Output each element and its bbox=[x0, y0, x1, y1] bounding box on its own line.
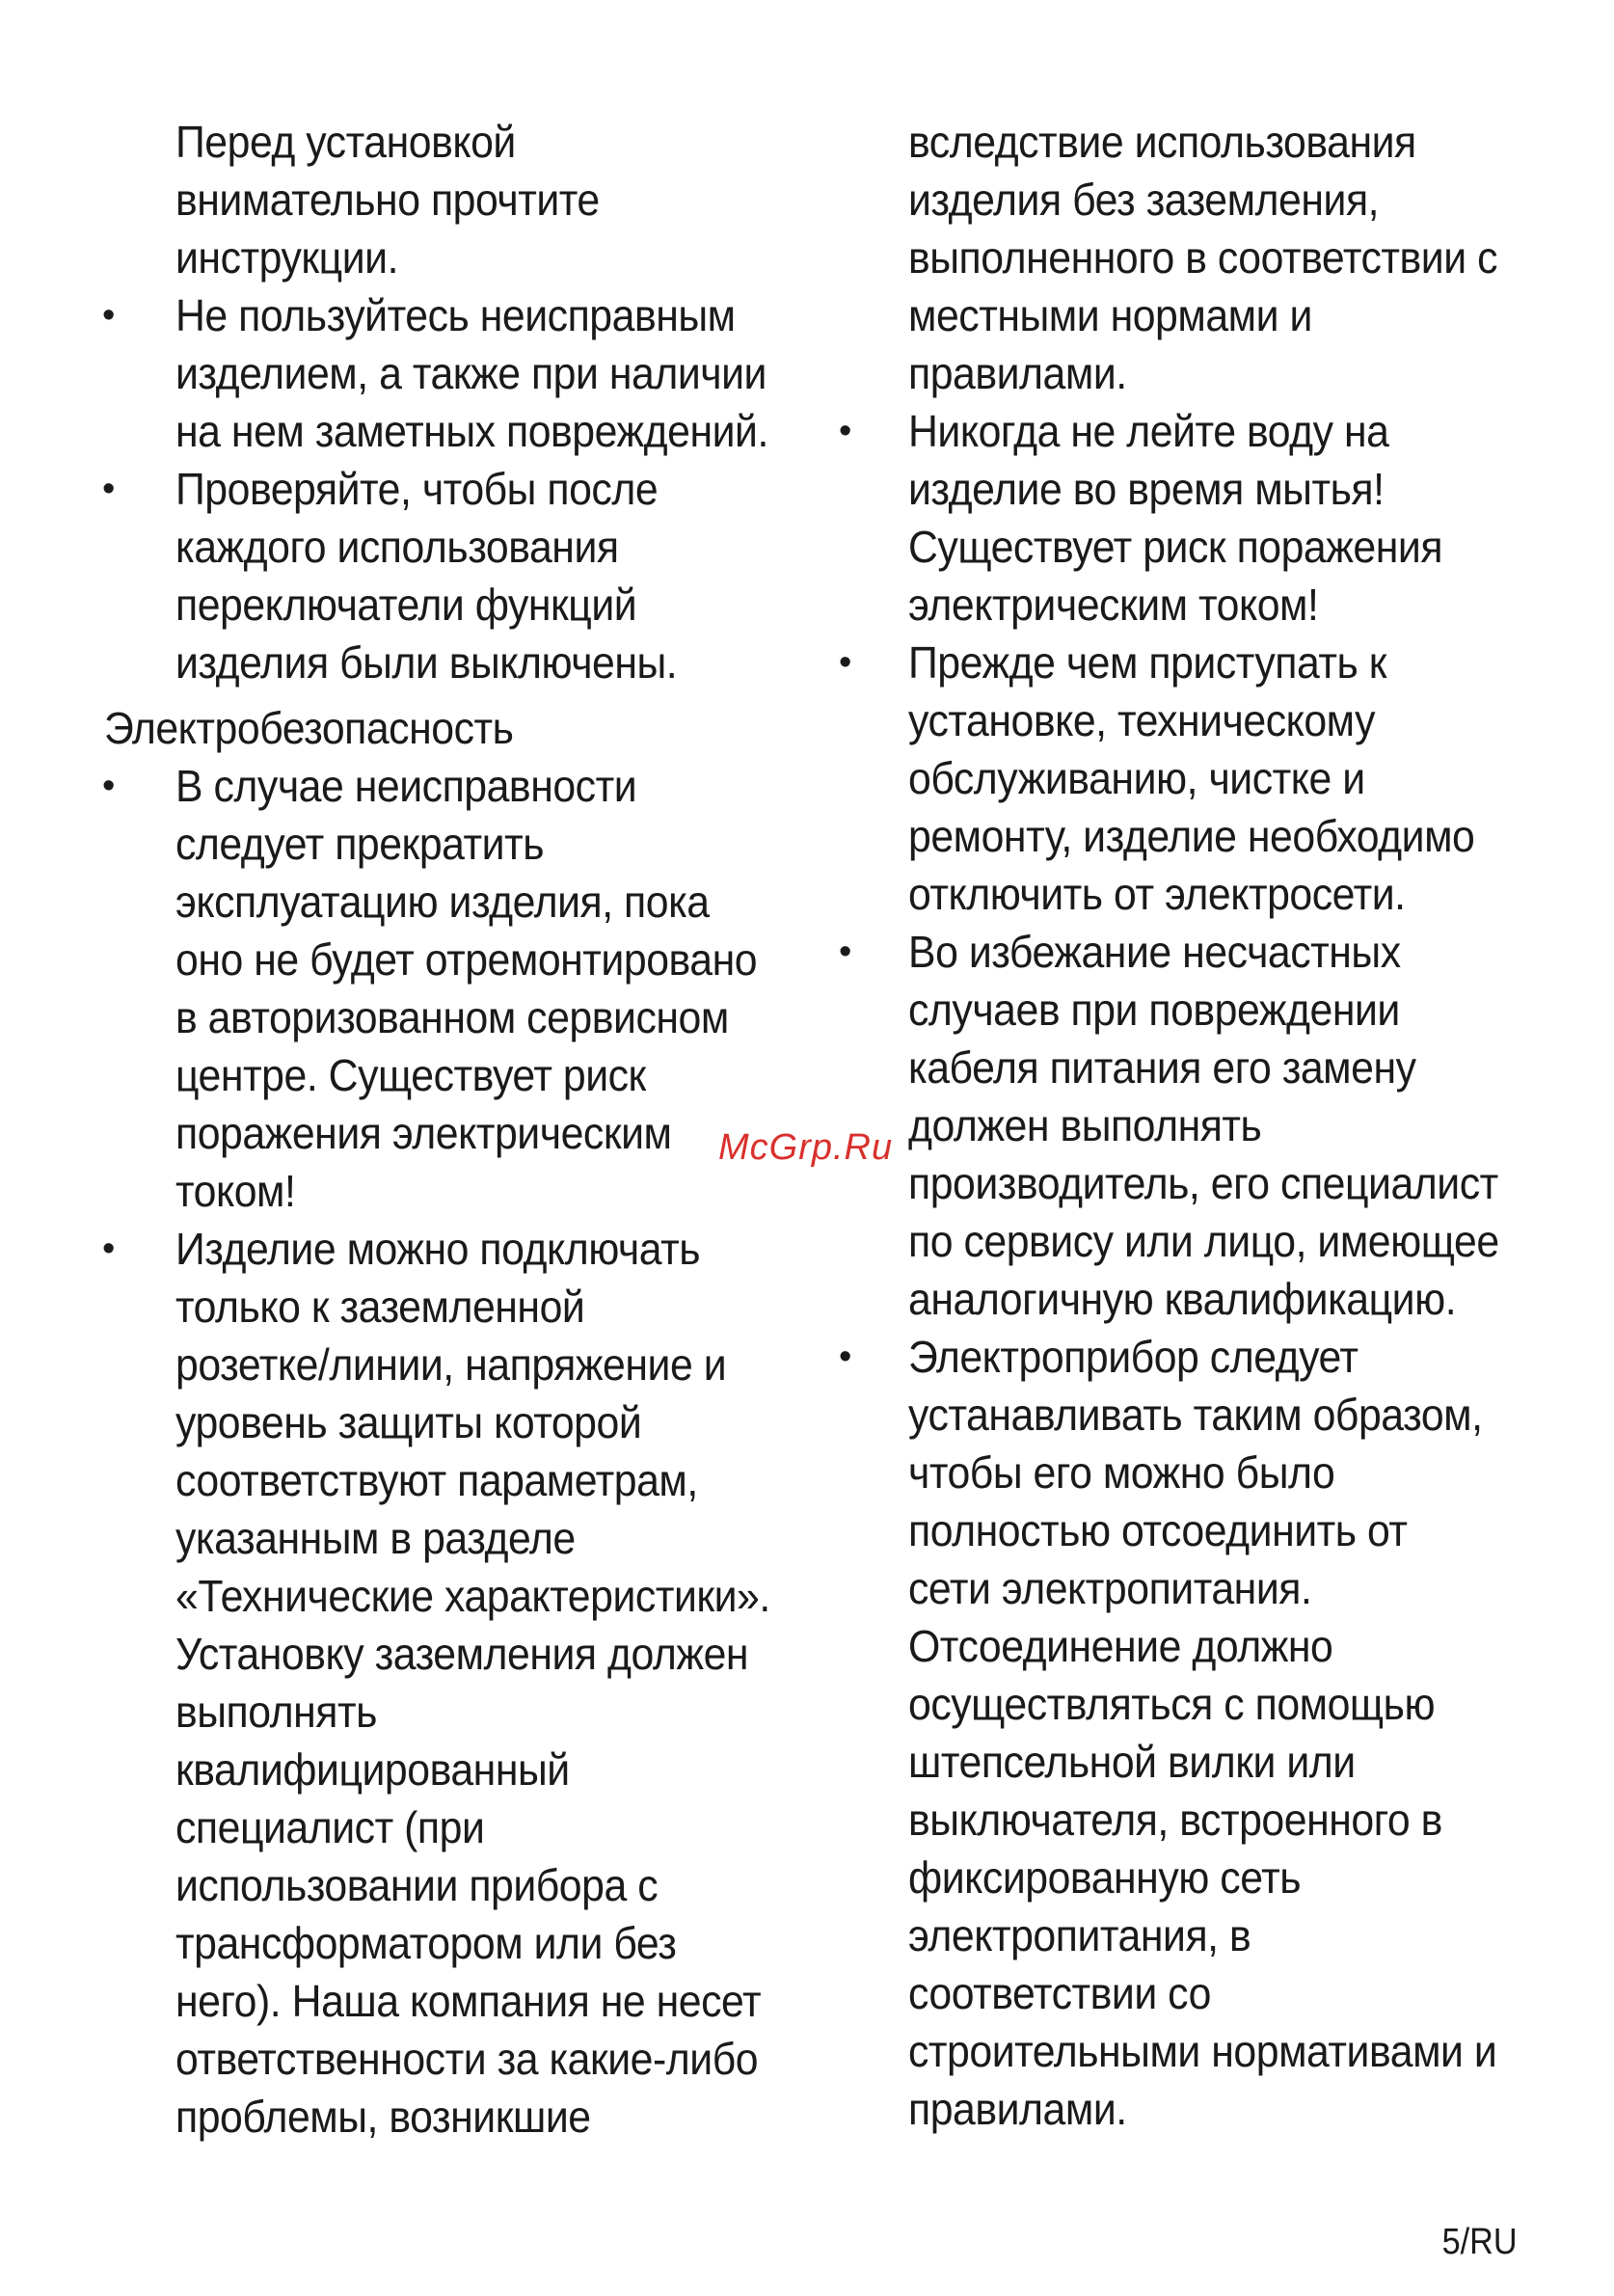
list-item-line: центре. Существует риск bbox=[175, 1050, 646, 1100]
section-heading: Электробезопасность bbox=[104, 703, 514, 753]
list-item-line: током! bbox=[175, 1166, 296, 1216]
continuation-line: выполненного в соответствии с bbox=[908, 232, 1498, 283]
list-item-line: указанным в разделе bbox=[175, 1513, 576, 1563]
list-item-line: Существует риск поражения bbox=[908, 522, 1443, 572]
continuation-line: местными нормами и bbox=[908, 290, 1312, 340]
bullet-symbol: • bbox=[102, 469, 116, 509]
continuation-line: изделия без заземления, bbox=[908, 175, 1380, 225]
list-item-line: изделия были выключены. bbox=[175, 637, 678, 688]
list-item-line: правилами. bbox=[908, 2084, 1127, 2134]
bullet-symbol: • bbox=[839, 932, 852, 972]
list-item-line: на нем заметных повреждений. bbox=[175, 406, 768, 456]
watermark-text: McGrp.Ru bbox=[718, 1127, 894, 1168]
list-item-line: в авторизованном сервисном bbox=[175, 992, 729, 1042]
list-item-line: Проверяйте, чтобы после bbox=[175, 464, 659, 514]
list-item-line: производитель, его специалист bbox=[908, 1158, 1498, 1208]
list-item-line: устанавливать таким образом, bbox=[908, 1390, 1483, 1440]
list-item-line: фиксированную сеть bbox=[908, 1852, 1302, 1903]
list-item-line: соответствуют параметрам, bbox=[175, 1455, 698, 1505]
list-item-line: электрическим током! bbox=[908, 580, 1319, 630]
list-item-line: поражения электрическим bbox=[175, 1108, 672, 1158]
list-item-line: Установку заземления должен bbox=[175, 1629, 749, 1679]
list-item-line: следует прекратить bbox=[175, 819, 545, 869]
intro-line: Перед установкой bbox=[175, 117, 516, 167]
list-item-line: Прежде чем приступать к bbox=[908, 637, 1387, 688]
page-number: 5/RU bbox=[1442, 2222, 1518, 2262]
list-item-line: оно не будет отремонтировано bbox=[175, 934, 758, 985]
list-item-line: штепсельной вилки или bbox=[908, 1737, 1356, 1787]
list-item-line: Во избежание несчастных bbox=[908, 927, 1401, 977]
list-item-line: Отсоединение должно bbox=[908, 1621, 1333, 1671]
list-item-line: него). Наша компания не несет bbox=[175, 1976, 762, 2026]
list-item-line: кабеля питания его замену bbox=[908, 1042, 1416, 1093]
list-item-line: сети электропитания. bbox=[908, 1563, 1312, 1613]
bullet-symbol: • bbox=[102, 766, 116, 806]
list-item-line: Никогда не лейте воду на bbox=[908, 406, 1389, 456]
list-item-line: уровень защиты которой bbox=[175, 1397, 642, 1447]
list-item-line: изделием, а также при наличии bbox=[175, 348, 767, 398]
bullet-symbol: • bbox=[102, 295, 116, 336]
list-item-line: по сервису или лицо, имеющее bbox=[908, 1216, 1499, 1266]
list-item-line: электропитания, в bbox=[908, 1910, 1251, 1960]
list-item-line: установке, техническому bbox=[908, 695, 1376, 745]
bullet-symbol: • bbox=[839, 1337, 852, 1377]
continuation-line: вследствие использования bbox=[908, 117, 1416, 167]
list-item-line: квалифицированный bbox=[175, 1744, 570, 1795]
intro-line: инструкции. bbox=[175, 232, 399, 283]
list-item-line: специалист (при bbox=[175, 1802, 485, 1852]
list-item-line: ответственности за какие-либо bbox=[175, 2034, 759, 2084]
list-item-line: полностью отсоединить от bbox=[908, 1505, 1408, 1555]
bullet-symbol: • bbox=[839, 642, 852, 683]
list-item-line: Не пользуйтесь неисправным bbox=[175, 290, 736, 340]
bullet-symbol: • bbox=[102, 1229, 116, 1269]
list-item-line: аналогичную квалификацию. bbox=[908, 1274, 1457, 1324]
list-item-line: проблемы, возникшие bbox=[175, 2092, 591, 2142]
list-item-line: отключить от электросети. bbox=[908, 869, 1406, 919]
list-item-line: осуществляться с помощью bbox=[908, 1679, 1436, 1729]
list-item-line: строительными нормативами и bbox=[908, 2026, 1497, 2076]
continuation-line: правилами. bbox=[908, 348, 1127, 398]
list-item-line: выполнять bbox=[175, 1687, 377, 1737]
list-item-line: обслуживанию, чистке и bbox=[908, 753, 1365, 803]
list-item-line: розетке/линии, напряжение и bbox=[175, 1339, 727, 1390]
list-item-line: выключателя, встроенного в bbox=[908, 1795, 1442, 1845]
list-item-line: В случае неисправности bbox=[175, 761, 637, 811]
list-item-line: соответствии со bbox=[908, 1968, 1211, 2018]
list-item-line: только к заземленной bbox=[175, 1282, 585, 1332]
list-item-line: случаев при повреждении bbox=[908, 985, 1400, 1035]
list-item-line: эксплуатацию изделия, пока bbox=[175, 877, 710, 927]
list-item-line: трансформатором или без bbox=[175, 1918, 677, 1968]
list-item-line: изделие во время мытья! bbox=[908, 464, 1385, 514]
bullet-symbol: • bbox=[839, 411, 852, 451]
list-item-line: должен выполнять bbox=[908, 1100, 1262, 1150]
list-item-line: использовании прибора с bbox=[175, 1860, 659, 1910]
list-item-line: ремонту, изделие необходимо bbox=[908, 811, 1475, 861]
list-item-line: Электроприбор следует bbox=[908, 1332, 1358, 1382]
list-item-line: Изделие можно подключать bbox=[175, 1224, 701, 1274]
list-item-line: чтобы его можно было bbox=[908, 1447, 1335, 1498]
list-item-line: «Технические характеристики». bbox=[175, 1571, 770, 1621]
list-item-line: каждого использования bbox=[175, 522, 619, 572]
intro-line: внимательно прочтите bbox=[175, 175, 600, 225]
list-item-line: переключатели функций bbox=[175, 580, 637, 630]
